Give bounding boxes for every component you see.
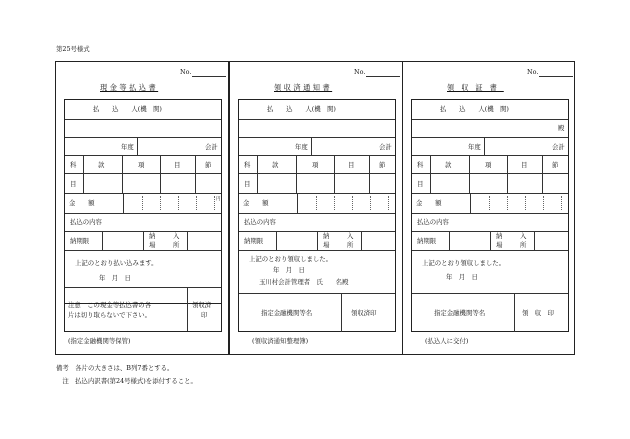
category-label: 科 [244,161,251,169]
no-underline [366,76,400,77]
receipt-certificate-table [411,99,569,332]
moku-label: 目 [70,180,77,188]
pay-place-1: 納 [149,232,156,240]
setsu-label: 節 [552,161,559,169]
kan-label: 款 [272,161,279,169]
note-line-2: 片は切り取らないで下さい。 [68,311,152,319]
pay-place-4: 所 [173,241,180,249]
setsu-label: 節 [205,161,212,169]
payer-label: 払 込 人(機 関) [93,105,162,113]
stamp-label: 領収済印 [351,309,377,317]
year-label: 年度 [121,143,134,151]
kan-label: 款 [98,161,105,169]
moku-label: 目 [244,180,251,188]
bank-name-label: 指定金融機関等名 [261,309,313,317]
panel-receipt-notice [229,61,403,355]
deadline-label: 納期限 [70,237,90,245]
year-label: 年度 [468,143,481,151]
category-label: 科 [417,161,424,169]
amount-label: 金 額 [69,199,95,207]
body-text: 上記のとおり領収しました。 [249,255,333,263]
pay-place-3: 場 [323,241,330,249]
deadline-label: 納期限 [417,237,437,245]
accounting-label: 会計 [379,143,392,151]
moku2-label: 目 [348,161,355,169]
no-label: No. [354,68,366,76]
note-attachment: 注 払込内訳書(第24号様式)を添付すること。 [56,377,197,385]
yen-label: 円 [216,197,221,202]
honorific: 殿 [558,124,565,132]
stamp-label: 領 収 印 [522,309,554,317]
category-label: 科 [70,161,77,169]
kou-label: 項 [312,161,319,169]
moku2-label: 目 [521,161,528,169]
pay-place-1: 納 [323,232,330,240]
setsu-label: 節 [379,161,386,169]
amount-label: 金 額 [416,199,442,207]
no-underline [192,76,226,77]
year-label: 年度 [295,143,308,151]
body-text: 上記のとおり払い込みます。 [75,259,158,267]
caption: (領収済通知整理簿) [252,337,309,345]
date-text: 年 月 日 [273,266,305,274]
moku2-label: 目 [174,161,181,169]
payer-label: 払 込 人(機 関) [267,105,336,113]
kou-label: 項 [138,161,145,169]
officer-text: 玉川村会計管理者 氏 名殿 [259,278,349,286]
pay-place-2: 入 [347,232,354,240]
pay-place-2: 入 [520,232,527,240]
accounting-label: 会計 [552,143,565,151]
note-line-1: 注意 この現金等払込書の各 [68,301,152,309]
notice-box [64,301,222,332]
moku-label: 目 [417,180,424,188]
no-underline [539,76,573,77]
caption: (払込人に交付) [425,337,469,345]
receipt-notice-table [238,99,396,332]
deadline-label: 納期限 [244,237,264,245]
accounting-label: 会計 [205,143,218,151]
caption: (指定金融機関等保管) [68,337,131,345]
payment-table [64,99,222,304]
pay-place-1: 納 [496,232,503,240]
kan-label: 款 [445,161,452,169]
no-label: No. [180,68,192,76]
pay-place-4: 所 [520,241,527,249]
kou-label: 項 [485,161,492,169]
stamp-line-1: 領収済 [192,301,212,309]
amount-label: 金 額 [243,199,269,207]
body-text: 上記のとおり領収しました。 [422,259,506,267]
no-label: No. [527,68,539,76]
pay-place-2: 入 [173,232,180,240]
stamp-line-2: 印 [201,311,208,319]
form-title: 領収証書 [447,83,504,92]
note-remarks: 備考 各片の大きさは、B列7番とする。 [56,364,174,372]
date-text: 年 月 日 [446,273,478,281]
pay-place-4: 所 [347,241,354,249]
content-label: 払込の内容 [417,218,449,226]
form-number: 第25号様式 [56,45,90,53]
content-label: 払込の内容 [244,218,276,226]
form-title: 領収済通知書 [274,83,333,92]
panel-receipt-certificate [402,61,575,355]
pay-place-3: 場 [149,241,156,249]
payer-label: 払 込 人(機 関) [440,105,509,113]
pay-place-3: 場 [496,241,503,249]
bank-name-label: 指定金融機関等名 [434,309,486,317]
content-label: 払込の内容 [70,218,102,226]
date-text: 年 月 日 [99,274,131,282]
panel-payment-slip [55,61,229,355]
form-title: 現金等払込書 [100,83,159,92]
